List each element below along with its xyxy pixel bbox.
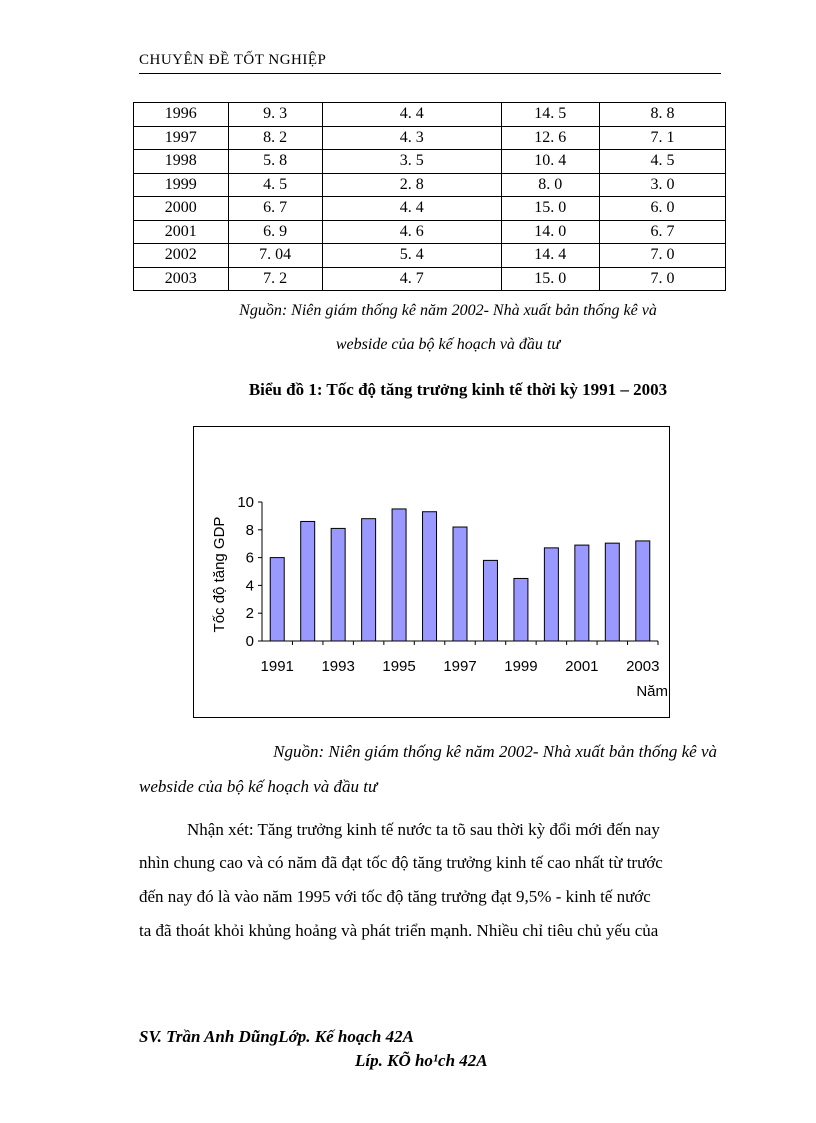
table-cell: 6. 7: [599, 220, 725, 244]
chart-svg: [194, 427, 669, 717]
table-cell: 4. 3: [322, 126, 501, 150]
gdp-growth-chart: [193, 426, 670, 718]
table-row: [134, 126, 726, 150]
table-cell: 7. 1: [599, 126, 725, 150]
growth-table: [133, 102, 726, 291]
table-row: [134, 197, 726, 221]
footer-class: Líp. KÕ ho¹ch 42A: [355, 1051, 488, 1070]
bar: [636, 541, 650, 641]
table-cell: 4. 7: [322, 267, 501, 291]
table-cell: 6. 7: [228, 197, 322, 221]
table-cell: 4. 5: [599, 150, 725, 174]
table-cell: 1999: [134, 173, 229, 197]
table-cell: 14. 0: [501, 220, 599, 244]
table-cell: 14. 5: [501, 103, 599, 127]
bar: [331, 528, 345, 641]
table-cell: 7. 0: [599, 267, 725, 291]
table-cell: 6. 0: [599, 197, 725, 221]
bar: [423, 512, 437, 641]
x-tick-label: 2001: [565, 658, 599, 675]
table-cell: 10. 4: [501, 150, 599, 174]
y-tick-label: 2: [245, 605, 254, 623]
bar: [483, 560, 497, 641]
table-cell: 4. 6: [322, 220, 501, 244]
table-cell: 5. 4: [322, 244, 501, 268]
bar: [544, 548, 558, 641]
table-cell: 7. 04: [228, 244, 322, 268]
table-cell: 15. 0: [501, 197, 599, 221]
table-cell: 8. 0: [501, 173, 599, 197]
table-cell: 14. 4: [501, 244, 599, 268]
source2-line1: Nguồn: Niên giám thống kê năm 2002- Nhà xuất bản thống kê và: [273, 742, 717, 761]
table-cell: 1996: [134, 103, 229, 127]
bar: [362, 519, 376, 641]
y-tick-label: 4: [245, 577, 254, 595]
table-cell: 4. 4: [322, 103, 501, 127]
table-cell: 7. 0: [599, 244, 725, 268]
table-cell: 4. 5: [228, 173, 322, 197]
x-axis-label: Năm: [636, 683, 668, 700]
x-tick-label: 1999: [504, 658, 538, 675]
x-tick-label: 1997: [443, 658, 477, 675]
chart-title: Biểu đồ 1: Tốc độ tăng trưởng kinh tế thời kỳ 1991 – 2003: [248, 380, 668, 399]
table-cell: 3. 5: [322, 150, 501, 174]
bar: [605, 543, 619, 641]
page-header: CHUYÊN ĐỀ TỐT NGHIỆP: [139, 52, 721, 74]
table-cell: 4. 4: [322, 197, 501, 221]
y-axis-label: Tốc độ tăng GDP: [211, 516, 228, 633]
table-cell: 1997: [134, 126, 229, 150]
source-note-line1: Nguồn: Niên giám thống kê năm 2002- Nhà xuất bản thống kê và: [239, 302, 657, 319]
table-cell: 6. 9: [228, 220, 322, 244]
table-row: [134, 103, 726, 127]
table-row: [134, 150, 726, 174]
y-tick-label: 8: [245, 521, 254, 539]
table-row: [134, 220, 726, 244]
bar: [453, 527, 467, 641]
bar: [392, 509, 406, 641]
x-tick-label: 1991: [260, 658, 294, 675]
table-cell: 7. 2: [228, 267, 322, 291]
bar: [270, 558, 284, 641]
comment-line1: Nhận xét: Tăng trưởng kinh tế nước ta tõ sau thời kỳ đổi mới đến nay: [187, 820, 660, 839]
table-cell: 5. 8: [228, 150, 322, 174]
y-tick-label: 10: [237, 494, 254, 511]
table-cell: 8. 2: [228, 126, 322, 150]
x-tick-label: 2003: [626, 658, 660, 675]
comment-line3: đến nay đó là vào năm 1995 với tốc độ tăng trưởng đạt 9,5% - kinh tế nước: [139, 887, 651, 906]
x-tick-label: 1993: [321, 658, 355, 675]
table-cell: 9. 3: [228, 103, 322, 127]
table-cell: 2003: [134, 267, 229, 291]
comment-line4: ta đã thoát khỏi khủng hoảng và phát triển mạnh. Nhiều chỉ tiêu chủ yếu của: [139, 921, 659, 940]
comment-line2: nhìn chung cao và có năm đã đạt tốc độ tăng trưởng kinh tế cao nhất từ trước: [139, 853, 663, 872]
table-cell: 2. 8: [322, 173, 501, 197]
source-note-line2: webside của bộ kế hoạch và đầu tư: [335, 336, 561, 353]
x-tick-label: 1995: [382, 658, 416, 675]
footer-author: SV. Trần Anh DũngLớp. Kế hoạch 42A: [139, 1027, 414, 1046]
bar: [575, 545, 589, 641]
table-cell: 2001: [134, 220, 229, 244]
table-cell: 12. 6: [501, 126, 599, 150]
bar: [514, 578, 528, 641]
y-tick-label: 0: [245, 633, 254, 650]
table-row: [134, 244, 726, 268]
source2-line2: webside của bộ kế hoạch và đầu tư: [139, 777, 378, 796]
table-cell: 15. 0: [501, 267, 599, 291]
y-tick-label: 6: [245, 549, 254, 567]
table-cell: 3. 0: [599, 173, 725, 197]
table-row: [134, 173, 726, 197]
table-row: [134, 267, 726, 291]
table-cell: 1998: [134, 150, 229, 174]
bar: [301, 521, 315, 641]
table-cell: 2000: [134, 197, 229, 221]
table-cell: 2002: [134, 244, 229, 268]
table-cell: 8. 8: [599, 103, 725, 127]
